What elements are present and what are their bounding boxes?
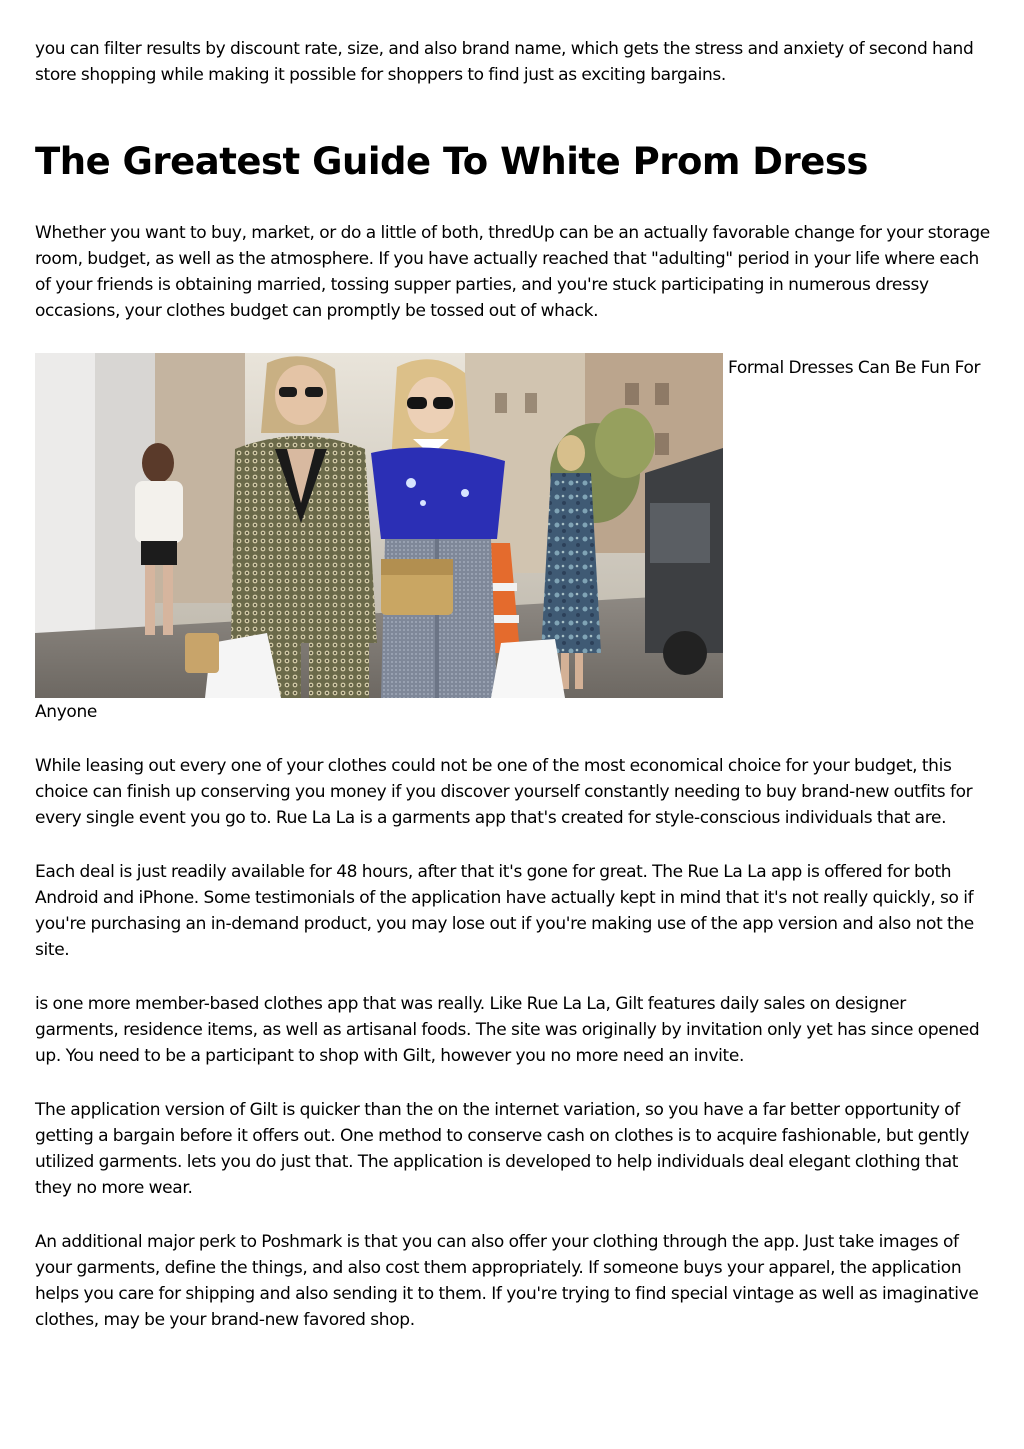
paragraph-renting: While leasing out every one of your clothes could not be one of the most economical choice for your budget, this choice can finish up conserving you money if you discover yourself constantly needing to buy brand-new outfits for every single event you go to. Rue La La is a garments app that's created for style-conscious individuals that are. [35,756,973,828]
paragraph-gilt: is one more member-based clothes app that was really. Like Rue La La, Gilt features daily sales on designer garments, residence items, as well as artisanal foods. The site was originally by invitation only yet has since opened up. You need to be a participant to shop with Gilt, however you no more need an invite. [35,994,980,1066]
paragraph-gilt-app: The application version of Gilt is quicker than the on the internet variation, so you have a far better opportunity of getting a bargain before it offers out. One method to conserve cash on clothes is to acquire fashionable, but gently utilized garments. lets you do just that. The application is developed to help individuals deal elegant clothing that they no more wear. [35,1100,970,1198]
paragraph-rue-la-la: Each deal is just readily available for 48 hours, after that it's gone for great. The Rue La La app is offered for both Android and iPhone. Some testimonials of the application have actually kept in mind that it's not really quickly, so if you're purchasing an in-demand product, you may lose out if you're making use of the app version and also not the site. [35,862,974,960]
paragraph-thredup: Whether you want to buy, market, or do a little of both, thredUp can be an actually favorable change for your storage room, budget, as well as the atmosphere. If you have actually reached that "adulting" period in your life where each of your friends is obtaining married, tossing supper parties, and you're stuck participating in numerous dressy occasions, your clothes budget can promptly be tossed out of whack. [35,223,990,321]
article [35,36,993,1333]
street-style-photo [35,353,723,698]
image-caption-below: Anyone [35,702,97,722]
paragraph-poshmark: An additional major perk to Poshmark is that you can also offer your clothing through the app. Just take images of your garments, define the things, and also cost them appropriately. If someone buys your apparel, the application helps you care for shipping and also sending it to them. If you're trying to find special vintage as well as imaginative clothes, may be your brand-new favored shop. [35,1232,979,1330]
figure [35,353,993,698]
intro-paragraph: you can filter results by discount rate, size, and also brand name, which gets the stress and anxiety of second hand store shopping while making it possible for shoppers to find just as exciting bargains. [35,39,974,85]
image-caption-right: Formal Dresses Can Be Fun For [728,358,981,378]
article-heading: The Greatest Guide To White Prom Dress [35,140,868,183]
